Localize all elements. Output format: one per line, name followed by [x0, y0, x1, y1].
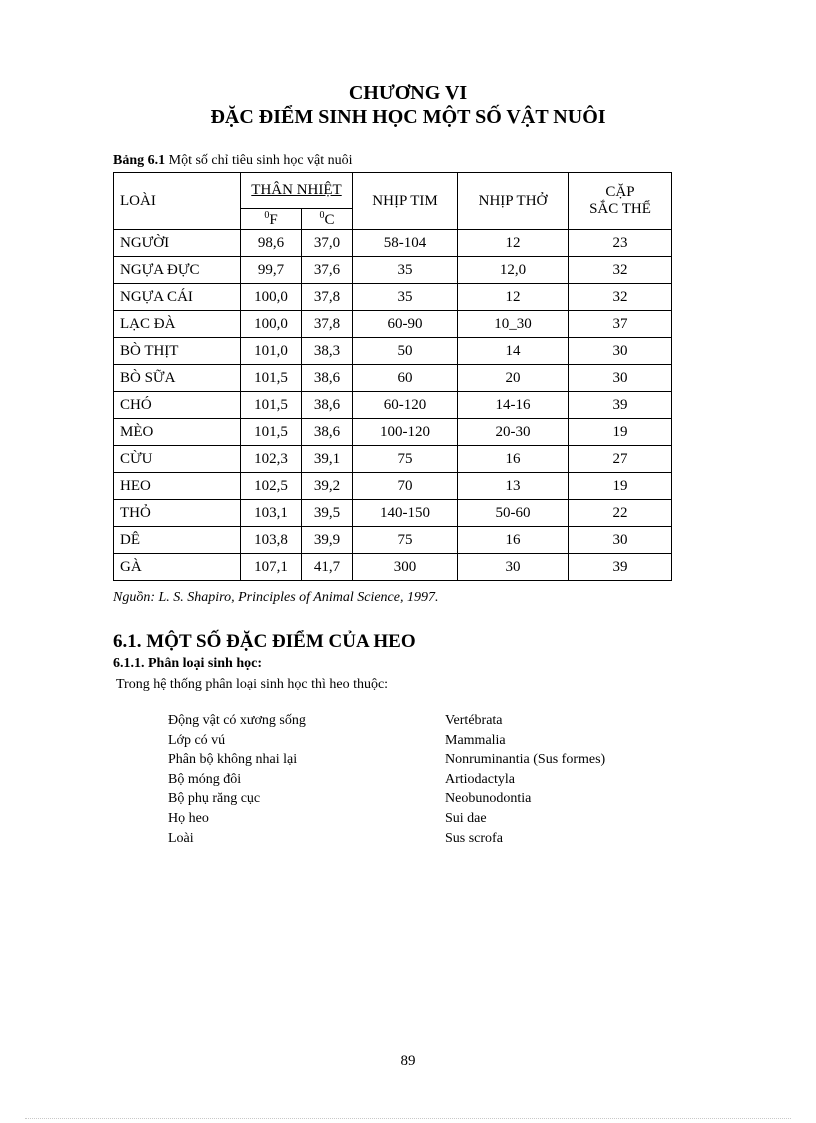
cell-f: 98,6 — [241, 230, 302, 257]
taxonomy-latin: Sui dae — [445, 810, 487, 826]
cell-nhip-tim: 140-150 — [353, 500, 458, 527]
cell-nhip-tim: 60 — [353, 365, 458, 392]
cell-c: 41,7 — [302, 554, 353, 581]
cell-cap-sac-the: 39 — [569, 392, 672, 419]
table-caption-text: Một số chỉ tiêu sinh học vật nuôi — [165, 153, 353, 168]
taxonomy-latin: Artiodactyla — [445, 771, 515, 787]
table-row — [114, 311, 672, 338]
cell-nhip-tho: 16 — [458, 527, 569, 554]
cell-c: 39,2 — [302, 473, 353, 500]
cell-f: 101,5 — [241, 419, 302, 446]
cell-nhip-tim: 75 — [353, 527, 458, 554]
table-row — [114, 338, 672, 365]
taxonomy-latin: Mammalia — [445, 732, 506, 748]
page-number: 89 — [400, 1053, 416, 1069]
taxonomy-list — [168, 713, 668, 850]
taxonomy-vn: Loài — [168, 830, 194, 846]
intro-text: Trong hệ thống phân loại sinh học thì heo thuộc: — [116, 677, 389, 692]
cell-f: 102,5 — [241, 473, 302, 500]
taxonomy-row — [168, 811, 668, 831]
taxonomy-vn: Bộ phụ răng cục — [168, 791, 261, 807]
cell-cap-sac-the: 27 — [569, 446, 672, 473]
cell-cap-sac-the: 30 — [569, 365, 672, 392]
header-than-nhiet: THÂN NHIỆT — [241, 173, 353, 209]
cell-loai: CHÓ — [114, 392, 241, 419]
taxonomy-row — [168, 733, 668, 753]
cell-cap-sac-the: 32 — [569, 257, 672, 284]
table-caption-label: Bảng 6.1 — [113, 153, 166, 168]
cell-cap-sac-the: 30 — [569, 527, 672, 554]
cell-f: 100,0 — [241, 311, 302, 338]
unit-f-label: F — [269, 211, 278, 228]
cell-nhip-tim: 60-120 — [353, 392, 458, 419]
table-row — [114, 473, 672, 500]
table-row — [114, 500, 672, 527]
table-row — [114, 554, 672, 581]
taxonomy-latin: Sus scrofa — [445, 830, 503, 846]
cell-nhip-tho: 20-30 — [458, 419, 569, 446]
cell-nhip-tim: 35 — [353, 257, 458, 284]
cell-cap-sac-the: 19 — [569, 473, 672, 500]
chapter-title: ĐẶC ĐIỂM SINH HỌC MỘT SỐ VẬT NUÔI — [210, 106, 606, 128]
cell-loai: NGƯỜI — [114, 230, 241, 257]
cell-f: 102,3 — [241, 446, 302, 473]
taxonomy-row — [168, 752, 668, 772]
cell-c: 37,8 — [302, 311, 353, 338]
cell-loai: DÊ — [114, 527, 241, 554]
cell-c: 39,1 — [302, 446, 353, 473]
cell-f: 103,8 — [241, 527, 302, 554]
header-loai: LOÀI — [114, 173, 241, 230]
cell-cap-sac-the: 19 — [569, 419, 672, 446]
cell-nhip-tim: 60-90 — [353, 311, 458, 338]
page-bottom-divider — [25, 1118, 791, 1119]
section-title: 6.1. MỘT SỐ ĐẶC ĐIỂM CỦA HEO — [113, 631, 416, 652]
biological-indicators-table — [113, 172, 672, 581]
cell-nhip-tho: 50-60 — [458, 500, 569, 527]
table-row — [114, 419, 672, 446]
header-unit-f — [241, 209, 302, 230]
cell-loai: BÒ THỊT — [114, 338, 241, 365]
cell-loai: LẠC ĐÀ — [114, 311, 241, 338]
cell-c: 39,9 — [302, 527, 353, 554]
cell-c: 37,0 — [302, 230, 353, 257]
taxonomy-vn: Họ heo — [168, 810, 209, 826]
taxonomy-vn: Lớp có vú — [168, 732, 226, 748]
table-row — [114, 365, 672, 392]
header-cap-line2: SẮC THỂ — [589, 201, 651, 217]
header-unit-c — [302, 209, 353, 230]
cell-loai: HEO — [114, 473, 241, 500]
cell-nhip-tim: 75 — [353, 446, 458, 473]
table-row — [114, 527, 672, 554]
cell-nhip-tho: 12 — [458, 230, 569, 257]
cell-c: 38,6 — [302, 419, 353, 446]
cell-loai: CỪU — [114, 446, 241, 473]
cell-f: 101,0 — [241, 338, 302, 365]
degree-sup-f: 0 — [264, 209, 270, 221]
cell-c: 38,6 — [302, 365, 353, 392]
table-row — [114, 284, 672, 311]
cell-nhip-tim: 50 — [353, 338, 458, 365]
taxonomy-row — [168, 713, 668, 733]
header-cap-sac-the — [569, 173, 672, 230]
cell-nhip-tho: 14-16 — [458, 392, 569, 419]
cell-nhip-tho: 14 — [458, 338, 569, 365]
taxonomy-vn: Động vật có xương sống — [168, 713, 306, 728]
cell-cap-sac-the: 22 — [569, 500, 672, 527]
cell-f: 101,5 — [241, 365, 302, 392]
cell-nhip-tim: 58-104 — [353, 230, 458, 257]
chapter-label: CHƯƠNG VI — [348, 82, 468, 104]
cell-c: 38,3 — [302, 338, 353, 365]
cell-nhip-tho: 12 — [458, 284, 569, 311]
cell-loai: MÈO — [114, 419, 241, 446]
cell-nhip-tim: 300 — [353, 554, 458, 581]
cell-f: 103,1 — [241, 500, 302, 527]
header-cap-line1: CẶP — [605, 184, 635, 200]
cell-cap-sac-the: 39 — [569, 554, 672, 581]
cell-cap-sac-the: 37 — [569, 311, 672, 338]
cell-cap-sac-the: 30 — [569, 338, 672, 365]
cell-f: 101,5 — [241, 392, 302, 419]
header-nhip-tim: NHỊP TIM — [353, 173, 458, 230]
taxonomy-row — [168, 772, 668, 792]
table-body — [114, 230, 672, 581]
taxonomy-vn: Phân bộ không nhai lại — [168, 752, 298, 768]
cell-nhip-tim: 35 — [353, 284, 458, 311]
taxonomy-latin: Vertébrata — [445, 713, 503, 728]
table-row — [114, 446, 672, 473]
cell-c: 37,6 — [302, 257, 353, 284]
cell-nhip-tho: 10_30 — [458, 311, 569, 338]
table-row — [114, 230, 672, 257]
cell-nhip-tho: 20 — [458, 365, 569, 392]
cell-c: 37,8 — [302, 284, 353, 311]
cell-nhip-tho: 12,0 — [458, 257, 569, 284]
cell-loai: THỎ — [114, 500, 241, 527]
taxonomy-latin: Neobunodontia — [445, 791, 532, 807]
cell-loai: BÒ SỮA — [114, 365, 241, 392]
cell-c: 38,6 — [302, 392, 353, 419]
degree-sup-c: 0 — [319, 209, 325, 221]
table-row — [114, 257, 672, 284]
cell-nhip-tim: 70 — [353, 473, 458, 500]
cell-f: 100,0 — [241, 284, 302, 311]
cell-cap-sac-the: 23 — [569, 230, 672, 257]
header-nhip-tho: NHỊP THỞ — [458, 173, 569, 230]
taxonomy-row — [168, 791, 668, 811]
taxonomy-row — [168, 831, 668, 851]
subsection-title: 6.1.1. Phân loại sinh học: — [113, 656, 262, 671]
cell-nhip-tho: 16 — [458, 446, 569, 473]
cell-loai: GÀ — [114, 554, 241, 581]
cell-c: 39,5 — [302, 500, 353, 527]
table-source: Nguồn: L. S. Shapiro, Principles of Animal Science, 1997. — [113, 590, 439, 605]
cell-loai: NGỰA ĐỰC — [114, 257, 241, 284]
table-caption — [113, 153, 353, 169]
unit-c-label: C — [324, 211, 335, 228]
taxonomy-latin: Nonruminantia (Sus formes) — [445, 752, 606, 768]
table-row — [114, 392, 672, 419]
cell-nhip-tho: 13 — [458, 473, 569, 500]
cell-f: 99,7 — [241, 257, 302, 284]
cell-cap-sac-the: 32 — [569, 284, 672, 311]
taxonomy-vn: Bộ móng đôi — [168, 771, 242, 787]
cell-loai: NGỰA CÁI — [114, 284, 241, 311]
cell-nhip-tho: 30 — [458, 554, 569, 581]
cell-f: 107,1 — [241, 554, 302, 581]
cell-nhip-tim: 100-120 — [353, 419, 458, 446]
